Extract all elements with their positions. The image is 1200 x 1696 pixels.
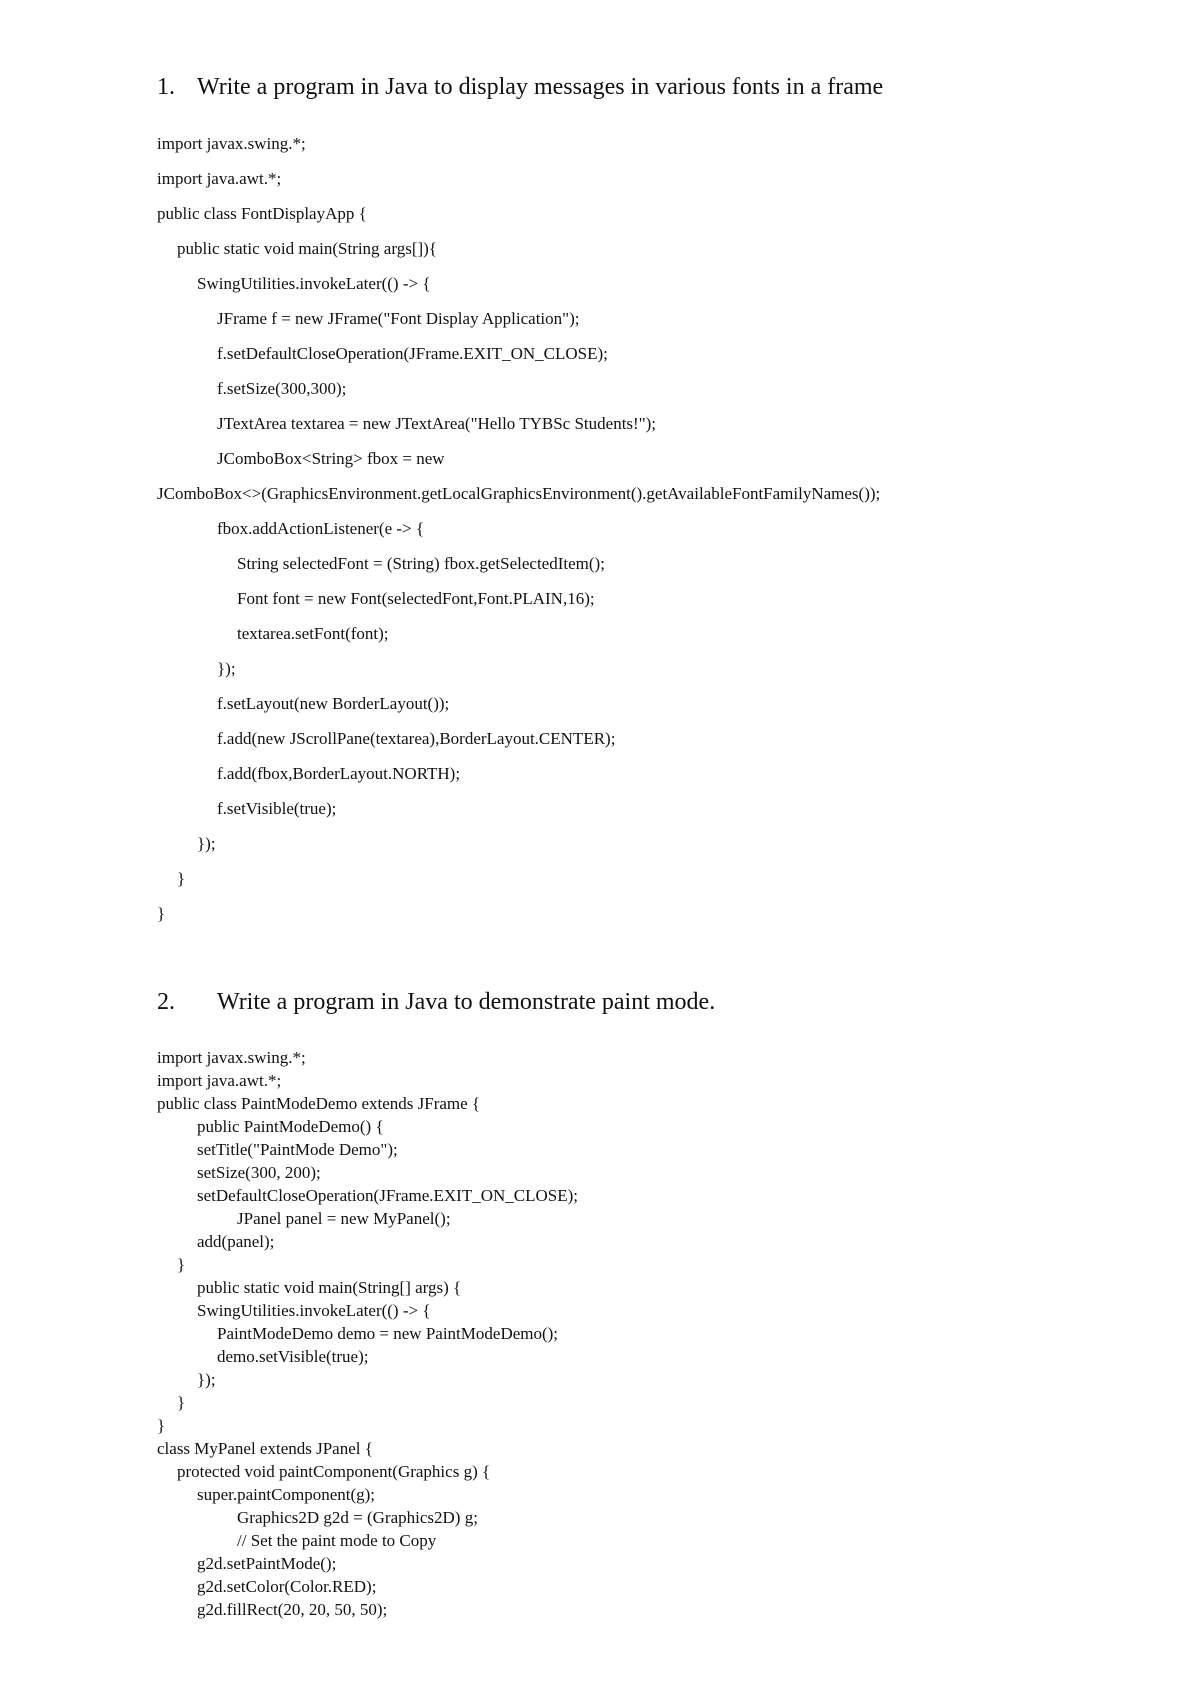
code-line-text: class MyPanel extends JPanel { bbox=[157, 1439, 373, 1458]
code-line-text: JComboBox<String> fbox = new bbox=[217, 449, 445, 468]
code-line-text: }); bbox=[217, 659, 236, 678]
code-line-text: } bbox=[157, 904, 166, 923]
code-line-text: f.add(new JScrollPane(textarea),BorderLayout.CENTER); bbox=[217, 729, 616, 748]
code-line-text: import java.awt.*; bbox=[157, 1071, 282, 1090]
section-1-number: 1. bbox=[157, 74, 175, 100]
code-line-text: JFrame f = new JFrame("Font Display Application"); bbox=[217, 309, 580, 328]
code-line-text: setTitle("PaintMode Demo"); bbox=[197, 1140, 398, 1159]
code-line-text: String selectedFont = (String) fbox.getSelectedItem(); bbox=[237, 554, 605, 573]
code-line-text: protected void paintComponent(Graphics g) { bbox=[177, 1462, 491, 1481]
code-line-text: }); bbox=[197, 834, 216, 853]
code-line-text: setDefaultCloseOperation(JFrame.EXIT_ON_CLOSE); bbox=[197, 1186, 578, 1205]
code-line-text: public PaintModeDemo() { bbox=[197, 1117, 384, 1136]
code-line-text: f.setSize(300,300); bbox=[217, 379, 347, 398]
code-line-text: setSize(300, 200); bbox=[197, 1163, 321, 1182]
code-line-text: SwingUtilities.invokeLater(() -> { bbox=[197, 1301, 431, 1320]
code-line-text: fbox.addActionListener(e -> { bbox=[217, 519, 425, 538]
section-1-heading bbox=[157, 74, 883, 101]
code-line-text: } bbox=[157, 1416, 166, 1435]
code-line-text: super.paintComponent(g); bbox=[197, 1485, 376, 1504]
code-line-text: f.setLayout(new BorderLayout()); bbox=[217, 694, 450, 713]
code-line-text: import javax.swing.*; bbox=[157, 1048, 306, 1067]
code-line-text: SwingUtilities.invokeLater(() -> { bbox=[197, 274, 431, 293]
code-line-text: import javax.swing.*; bbox=[157, 134, 306, 153]
code-line-text: g2d.setPaintMode(); bbox=[197, 1554, 337, 1573]
section-2-number: 2. bbox=[157, 989, 175, 1015]
code-line-text: g2d.fillRect(20, 20, 50, 50); bbox=[197, 1600, 388, 1619]
code-line-text: g2d.setColor(Color.RED); bbox=[197, 1577, 377, 1596]
code-line-text: demo.setVisible(true); bbox=[217, 1347, 369, 1366]
code-line-text: f.add(fbox,BorderLayout.NORTH); bbox=[217, 764, 461, 783]
code-line-text: public class PaintModeDemo extends JFrame { bbox=[157, 1094, 481, 1113]
code-line-text: public static void main(String args[]){ bbox=[177, 239, 437, 258]
code-line-text: Graphics2D g2d = (Graphics2D) g; bbox=[237, 1508, 478, 1527]
code-line-text: } bbox=[177, 1393, 186, 1412]
code-line-text: } bbox=[177, 1255, 186, 1274]
code-line-text: // Set the paint mode to Copy bbox=[237, 1531, 437, 1550]
code-line-text: add(panel); bbox=[197, 1232, 275, 1251]
code-line-text: } bbox=[177, 869, 186, 888]
code-line-text: f.setVisible(true); bbox=[217, 799, 337, 818]
code-line-text: JTextArea textarea = new JTextArea("Hello TYBSc Students!"); bbox=[217, 414, 657, 433]
code-line-text: PaintModeDemo demo = new PaintModeDemo(); bbox=[217, 1324, 559, 1343]
code-line-text: Font font = new Font(selectedFont,Font.PLAIN,16); bbox=[237, 589, 595, 608]
code-line-text: f.setDefaultCloseOperation(JFrame.EXIT_ON_CLOSE); bbox=[217, 344, 608, 363]
code-line-text: public static void main(String[] args) { bbox=[197, 1278, 462, 1297]
code-line-text: textarea.setFont(font); bbox=[237, 624, 389, 643]
code-line-text: }); bbox=[197, 1370, 216, 1389]
section-2-title: Write a program in Java to demonstrate paint mode. bbox=[217, 989, 716, 1015]
code-line-text: JPanel panel = new MyPanel(); bbox=[237, 1209, 451, 1228]
section-2-heading bbox=[157, 989, 715, 1016]
section-1-title: Write a program in Java to display messages in various fonts in a frame bbox=[197, 74, 884, 100]
code-line-text: import java.awt.*; bbox=[157, 169, 282, 188]
code-line-text: public class FontDisplayApp { bbox=[157, 204, 367, 223]
code-line-text: JComboBox<>(GraphicsEnvironment.getLocalGraphicsEnvironment().getAvailableFontFamilyNames()); bbox=[157, 484, 881, 503]
